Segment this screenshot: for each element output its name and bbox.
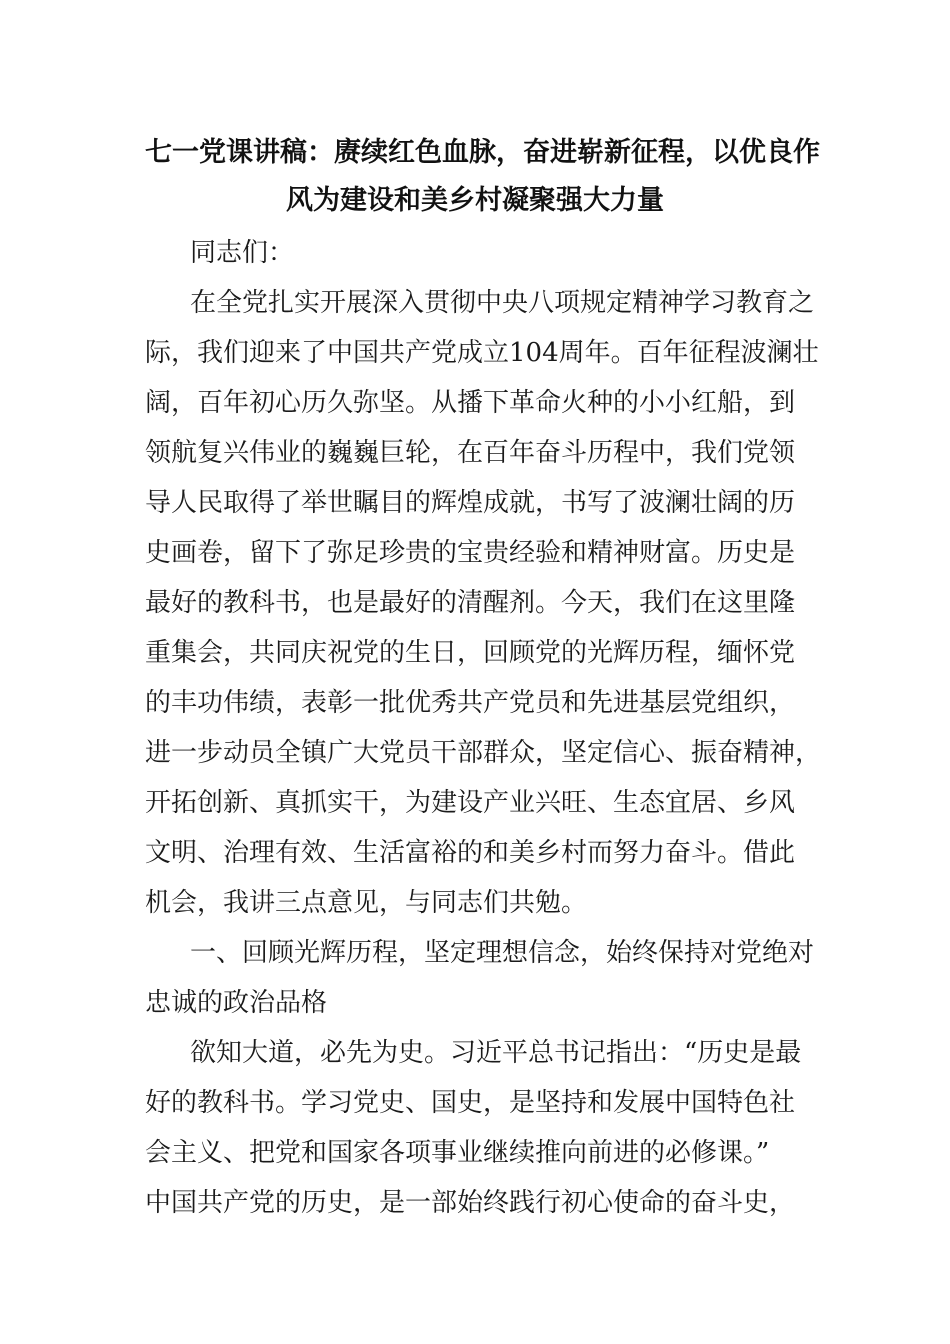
paragraph-3-line: 欲知大道，必先为史。习近平总书记指出：“历史是最 [190, 1038, 802, 1068]
salutation: 同志们： [190, 238, 295, 268]
paragraph-1-line: 机会，我讲三点意见，与同志们共勉。 [145, 888, 588, 918]
paragraph-3-line: 会主义、把党和国家各项事业继续推向前进的必修课。” [145, 1138, 770, 1168]
paragraph-1-line: 史画卷，留下了弥足珍贵的宝贵经验和精神财富。历史是 [145, 538, 796, 568]
document-title-line-2: 风为建设和美乡村凝聚强大力量 [286, 185, 664, 216]
paragraph-1-line: 领航复兴伟业的巍巍巨轮，在百年奋斗历程中，我们党领 [145, 438, 796, 468]
paragraph-1-line: 阔，百年初心历久弥坚。从播下革命火种的小小红船，到 [145, 388, 796, 418]
paragraph-3-line: 中国共产党的历史，是一部始终践行初心使命的奋斗史， [145, 1188, 796, 1218]
paragraph-1-line: 际，我们迎来了中国共产党成立104周年。百年征程波澜壮 [145, 338, 819, 368]
section-heading-line: 忠诚的政治品格 [145, 988, 328, 1018]
document-title-line-1: 七一党课讲稿：赓续红色血脉，奋进崭新征程，以优良作 [145, 137, 820, 168]
section-heading-line: 一、回顾光辉历程，坚定理想信念，始终保持对党绝对 [190, 938, 815, 968]
paragraph-1-line: 最好的教科书，也是最好的清醒剂。今天，我们在这里隆 [145, 588, 796, 618]
paragraph-1-line: 进一步动员全镇广大党员干部群众，坚定信心、振奋精神， [145, 738, 822, 768]
paragraph-1-line: 在全党扎实开展深入贯彻中央八项规定精神学习教育之 [190, 288, 815, 318]
paragraph-1-line: 重集会，共同庆祝党的生日，回顾党的光辉历程，缅怀党 [145, 638, 796, 668]
paragraph-1-line: 文明、治理有效、生活富裕的和美乡村而努力奋斗。借此 [145, 838, 796, 868]
paragraph-3-line: 好的教科书。学习党史、国史，是坚持和发展中国特色社 [145, 1088, 796, 1118]
paragraph-1-line: 开拓创新、真抓实干，为建设产业兴旺、生态宜居、乡风 [145, 788, 796, 818]
paragraph-1-line: 导人民取得了举世瞩目的辉煌成就，书写了波澜壮阔的历 [145, 488, 796, 518]
paragraph-1-line: 的丰功伟绩，表彰一批优秀共产党员和先进基层党组织， [145, 688, 796, 718]
